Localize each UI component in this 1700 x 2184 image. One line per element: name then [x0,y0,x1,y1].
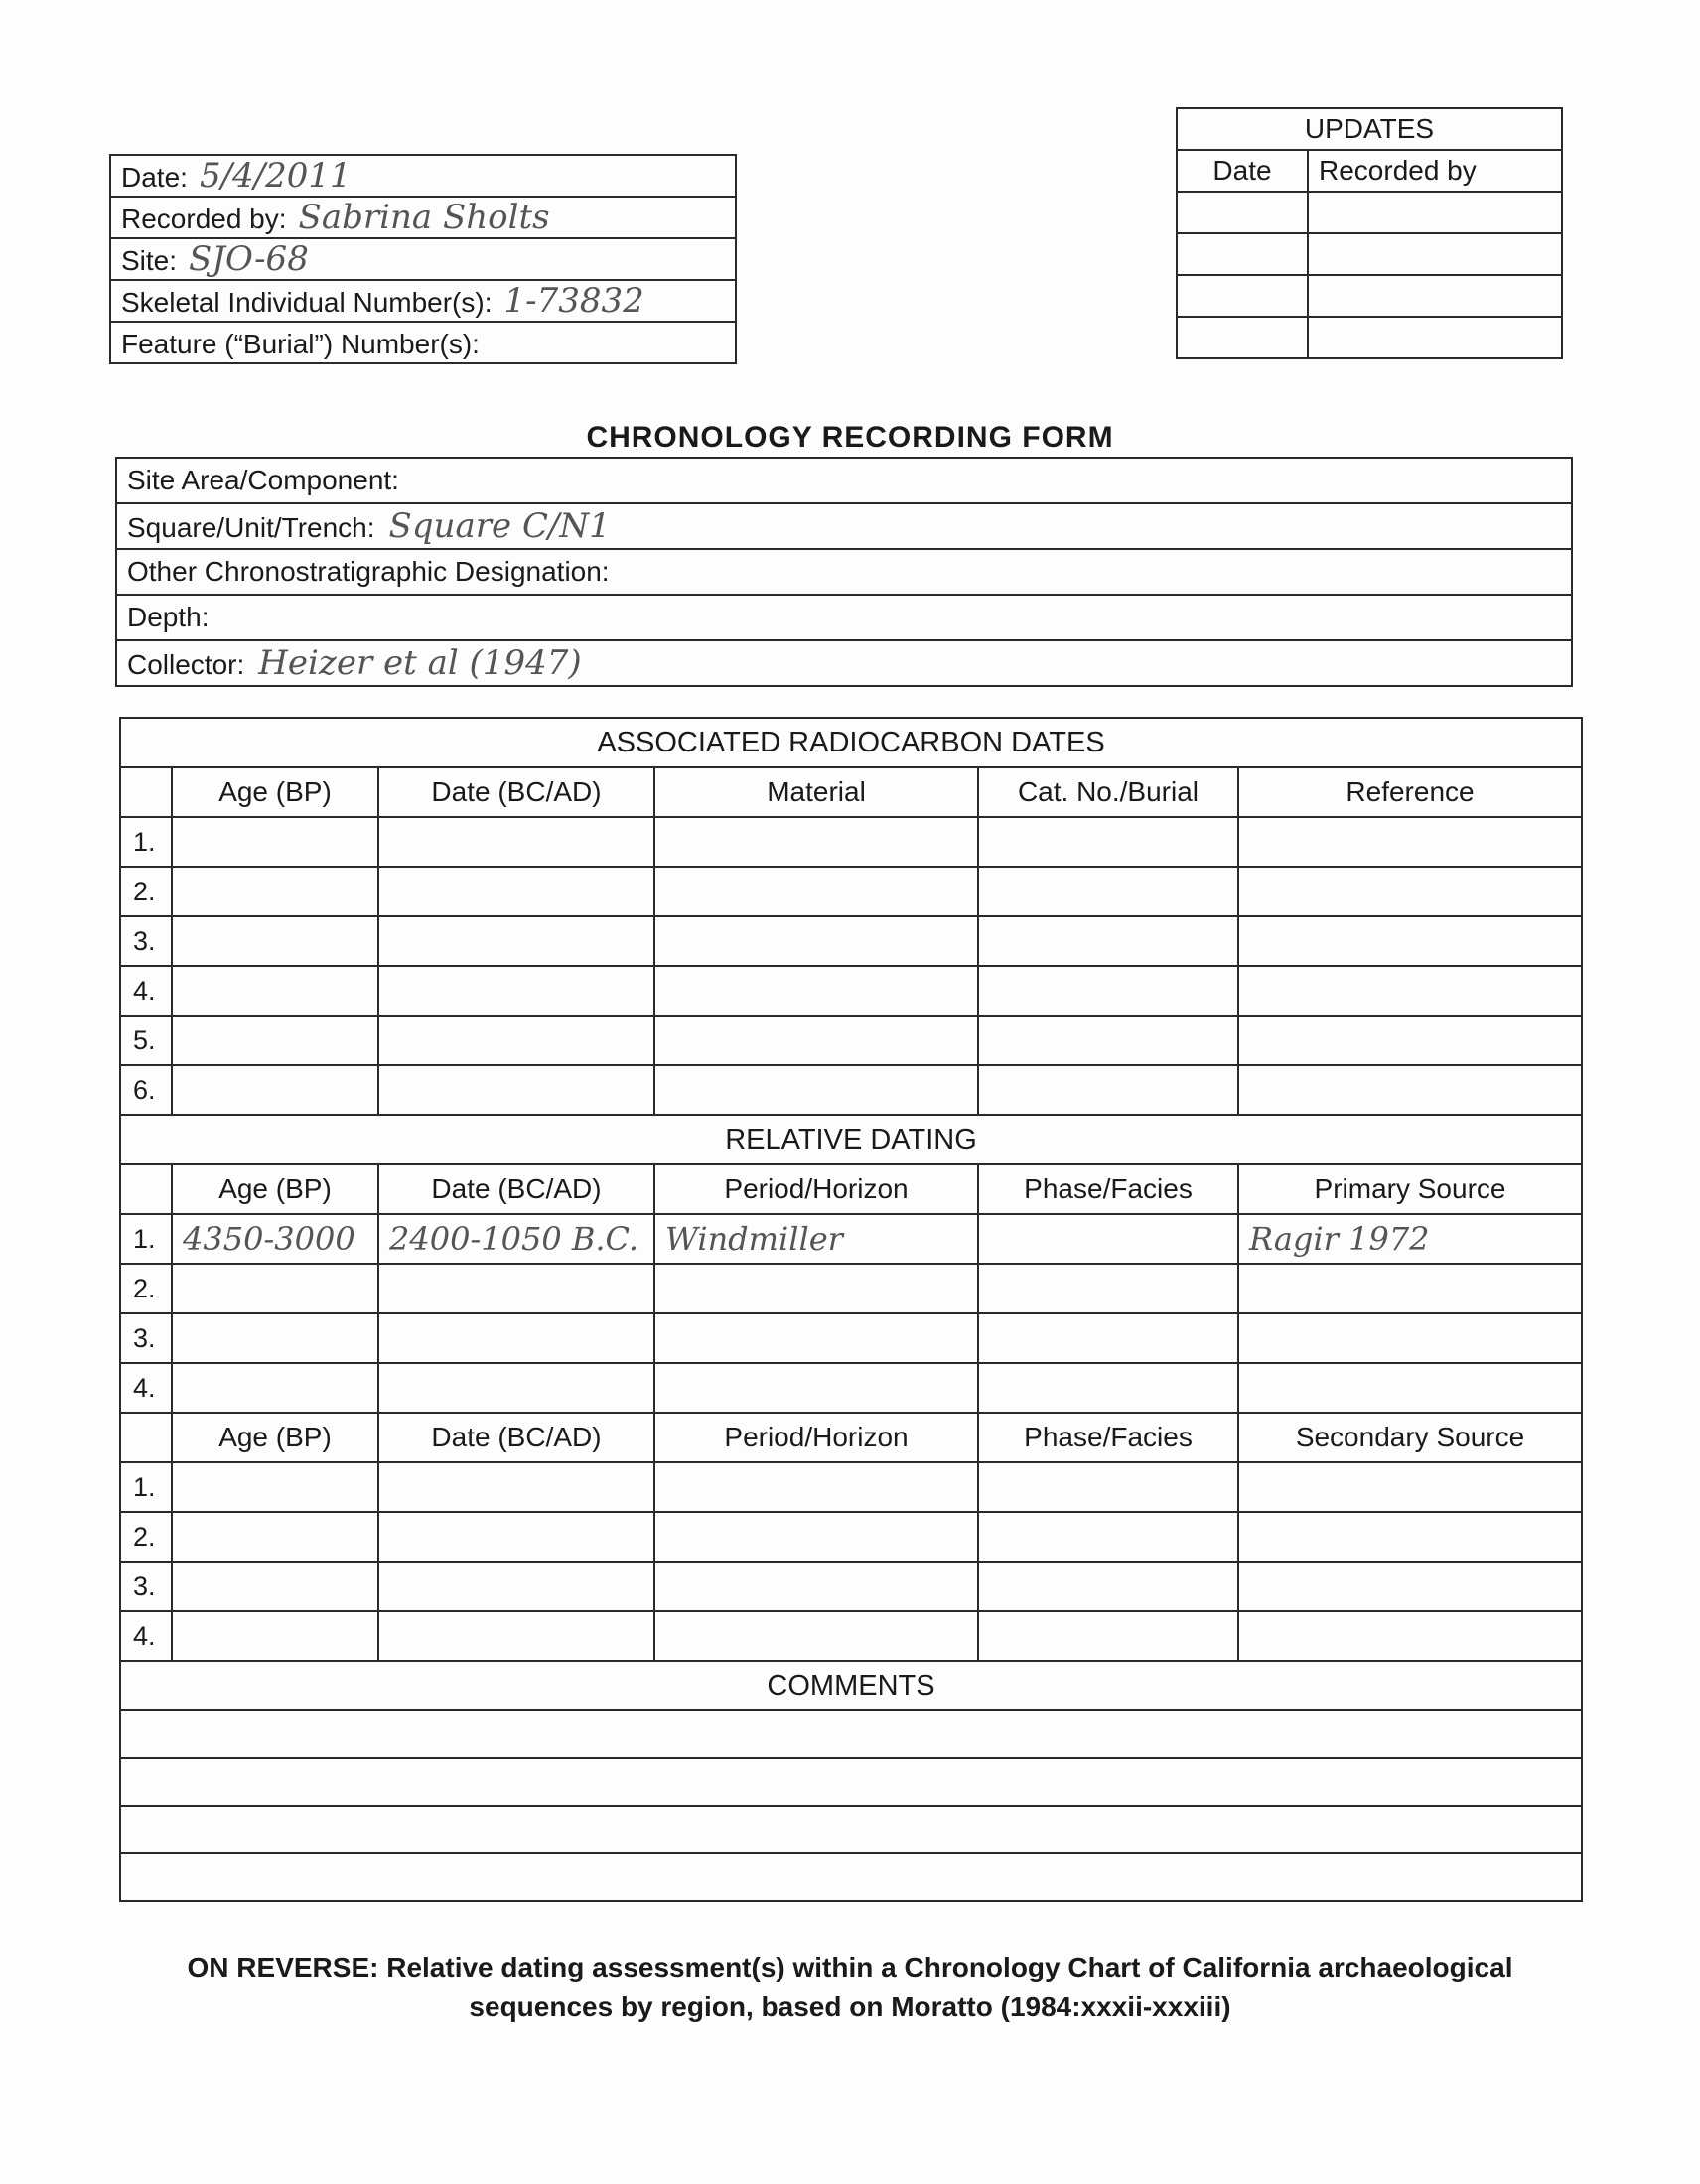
cell[interactable] [654,1065,978,1115]
other-designation-label: Other Chronostratigraphic Designation: [127,556,610,587]
row-number: 3. [120,916,172,966]
date-value[interactable]: 2400-1050 B.C. [378,1214,654,1264]
cell[interactable] [172,916,378,966]
cell[interactable] [172,1016,378,1065]
radiocarbon-header-date: Date (BC/AD) [378,767,654,817]
site-label: Site: [121,245,178,276]
date-value: 5/4/2011 [199,156,352,196]
secondary-header-date: Date (BC/AD) [378,1413,654,1462]
comments-line[interactable] [120,1758,1582,1806]
comments-title: COMMENTS [120,1661,1582,1710]
row-number: 2. [120,1264,172,1313]
date-label: Date: [121,162,188,193]
row-number: 1. [120,1214,172,1264]
cell[interactable] [978,1264,1238,1313]
relative-header-age: Age (BP) [172,1164,378,1214]
cell[interactable] [978,1562,1238,1611]
comments-line[interactable] [120,1853,1582,1901]
relative-header-phase: Phase/Facies [978,1164,1238,1214]
cell[interactable] [978,867,1238,916]
row-number: 4. [120,966,172,1016]
cell[interactable] [1238,1016,1582,1065]
square-value: Square C/N1 [388,506,611,546]
primary-source-value[interactable]: Ragir 1972 [1238,1214,1582,1264]
cell[interactable] [172,817,378,867]
radiocarbon-row [120,817,1582,867]
updates-col-date: Date [1177,150,1308,192]
secondary-num-header [120,1413,172,1462]
form-title: CHRONOLOGY RECORDING FORM [586,421,1114,454]
radiocarbon-row [120,916,1582,966]
cell[interactable] [654,1462,978,1512]
header-info-box [109,154,737,364]
cell[interactable] [172,1313,378,1363]
cell[interactable] [978,1065,1238,1115]
updates-recorded-cell[interactable] [1308,317,1562,358]
cell[interactable] [1238,1512,1582,1562]
cell[interactable] [654,1363,978,1413]
cell[interactable] [654,817,978,867]
cell[interactable] [378,1512,654,1562]
cell[interactable] [1238,1562,1582,1611]
secondary-header-phase: Phase/Facies [978,1413,1238,1462]
updates-date-cell[interactable] [1177,317,1308,358]
square-label: Square/Unit/Trench: [127,512,375,543]
skeletal-number-value: 1-73832 [503,281,644,321]
updates-col-recorded-by: Recorded by [1308,150,1562,192]
cell[interactable] [1238,817,1582,867]
cell[interactable] [1238,1065,1582,1115]
period-value[interactable]: Windmiller [654,1214,978,1264]
cell[interactable] [1238,1462,1582,1512]
site-area-field[interactable] [116,458,1572,503]
cell[interactable] [378,1611,654,1661]
other-designation-field[interactable] [116,549,1572,595]
relative-dating-title: RELATIVE DATING [120,1115,1582,1164]
cell[interactable] [172,1264,378,1313]
relative-secondary-row [120,1611,1582,1661]
radiocarbon-row [120,867,1582,916]
cell[interactable] [978,916,1238,966]
footer-note [0,1948,1700,2027]
site-value: SJO-68 [189,239,309,279]
cell[interactable] [1238,1313,1582,1363]
cell[interactable] [654,1562,978,1611]
comments-line[interactable] [120,1710,1582,1758]
site-area-label: Site Area/Component: [127,465,399,495]
relative-header-period: Period/Horizon [654,1164,978,1214]
phase-value[interactable] [978,1214,1238,1264]
footer-line-2: sequences by region, based on Moratto (1984:xxxii-xxxiii) [469,1991,1231,2022]
updates-recorded-cell[interactable] [1308,192,1562,233]
cell[interactable] [1238,1611,1582,1661]
cell[interactable] [172,1363,378,1413]
skeletal-number-field[interactable] [110,280,736,322]
secondary-header-source: Secondary Source [1238,1413,1582,1462]
cell[interactable] [654,867,978,916]
radiocarbon-row [120,1016,1582,1065]
secondary-header-period: Period/Horizon [654,1413,978,1462]
cell[interactable] [1238,916,1582,966]
row-number: 2. [120,867,172,916]
relative-header-primary-source: Primary Source [1238,1164,1582,1214]
radiocarbon-header-catno: Cat. No./Burial [978,767,1238,817]
cell[interactable] [654,916,978,966]
updates-date-cell[interactable] [1177,275,1308,317]
collector-value: Heizer et al (1947) [258,643,582,683]
row-number: 3. [120,1313,172,1363]
cell[interactable] [378,1016,654,1065]
feature-number-label: Feature (“Burial”) Number(s): [121,329,480,359]
cell[interactable] [978,1512,1238,1562]
footer-line-1: ON REVERSE: Relative dating assessment(s) within a Chronology Chart of California archaeological [187,1952,1513,1982]
updates-row [1177,275,1562,317]
recorded-by-label: Recorded by: [121,204,287,234]
row-number: 1. [120,817,172,867]
collector-label: Collector: [127,649,245,680]
depth-field[interactable] [116,595,1572,640]
updates-row [1177,317,1562,358]
cell[interactable] [978,1363,1238,1413]
relative-primary-row [120,1363,1582,1413]
relative-header-date: Date (BC/AD) [378,1164,654,1214]
radiocarbon-header-material: Material [654,767,978,817]
relative-secondary-row [120,1562,1582,1611]
age-value[interactable]: 4350-3000 [172,1214,378,1264]
cell[interactable] [1238,867,1582,916]
cell[interactable] [378,1462,654,1512]
square-field[interactable] [116,503,1572,549]
secondary-header-age: Age (BP) [172,1413,378,1462]
updates-row [1177,192,1562,233]
cell[interactable] [378,1313,654,1363]
row-number: 4. [120,1611,172,1661]
cell[interactable] [1238,1363,1582,1413]
relative-primary-row [120,1313,1582,1363]
site-area-box [115,457,1573,687]
row-number: 2. [120,1512,172,1562]
cell[interactable] [1238,966,1582,1016]
cell[interactable] [378,1363,654,1413]
radiocarbon-row [120,966,1582,1016]
cell[interactable] [654,1264,978,1313]
collector-field[interactable] [116,640,1572,686]
cell[interactable] [378,1562,654,1611]
cell[interactable] [172,867,378,916]
cell[interactable] [654,1611,978,1661]
cell[interactable] [378,1264,654,1313]
cell[interactable] [654,1016,978,1065]
cell[interactable] [978,966,1238,1016]
cell[interactable] [378,867,654,916]
recorded-by-field[interactable] [110,197,736,238]
cell[interactable] [978,817,1238,867]
cell[interactable] [978,1016,1238,1065]
radiocarbon-row [120,1065,1582,1115]
cell[interactable] [378,966,654,1016]
site-field[interactable] [110,238,736,280]
cell[interactable] [172,1512,378,1562]
cell[interactable] [654,966,978,1016]
date-field[interactable] [110,155,736,197]
cell[interactable] [172,1462,378,1512]
updates-recorded-cell[interactable] [1308,233,1562,275]
cell[interactable] [978,1462,1238,1512]
cell[interactable] [172,1562,378,1611]
radiocarbon-header-age: Age (BP) [172,767,378,817]
cell[interactable] [172,1065,378,1115]
updates-date-cell[interactable] [1177,233,1308,275]
radiocarbon-num-header [120,767,172,817]
depth-label: Depth: [127,602,210,632]
updates-date-cell[interactable] [1177,192,1308,233]
row-number: 5. [120,1016,172,1065]
cell[interactable] [1238,1264,1582,1313]
dating-table [119,717,1583,1902]
relative-num-header [120,1164,172,1214]
updates-row [1177,233,1562,275]
row-number: 6. [120,1065,172,1115]
cell[interactable] [172,1611,378,1661]
relative-secondary-row [120,1512,1582,1562]
skeletal-number-label: Skeletal Individual Number(s): [121,287,493,318]
row-number: 1. [120,1462,172,1512]
cell[interactable] [654,1512,978,1562]
cell[interactable] [654,1313,978,1363]
relative-secondary-row [120,1462,1582,1512]
comments-line[interactable] [120,1806,1582,1853]
updates-title: UPDATES [1177,108,1562,150]
relative-primary-row [120,1264,1582,1313]
row-number: 4. [120,1363,172,1413]
row-number: 3. [120,1562,172,1611]
cell[interactable] [378,817,654,867]
cell[interactable] [378,916,654,966]
radiocarbon-title: ASSOCIATED RADIOCARBON DATES [120,718,1582,767]
recorded-by-value: Sabrina Sholts [298,198,550,237]
feature-number-field[interactable] [110,322,736,363]
updates-box [1176,107,1563,359]
updates-recorded-cell[interactable] [1308,275,1562,317]
relative-primary-row [120,1214,1582,1264]
cell[interactable] [172,966,378,1016]
cell[interactable] [978,1313,1238,1363]
cell[interactable] [378,1065,654,1115]
radiocarbon-header-reference: Reference [1238,767,1582,817]
cell[interactable] [978,1611,1238,1661]
